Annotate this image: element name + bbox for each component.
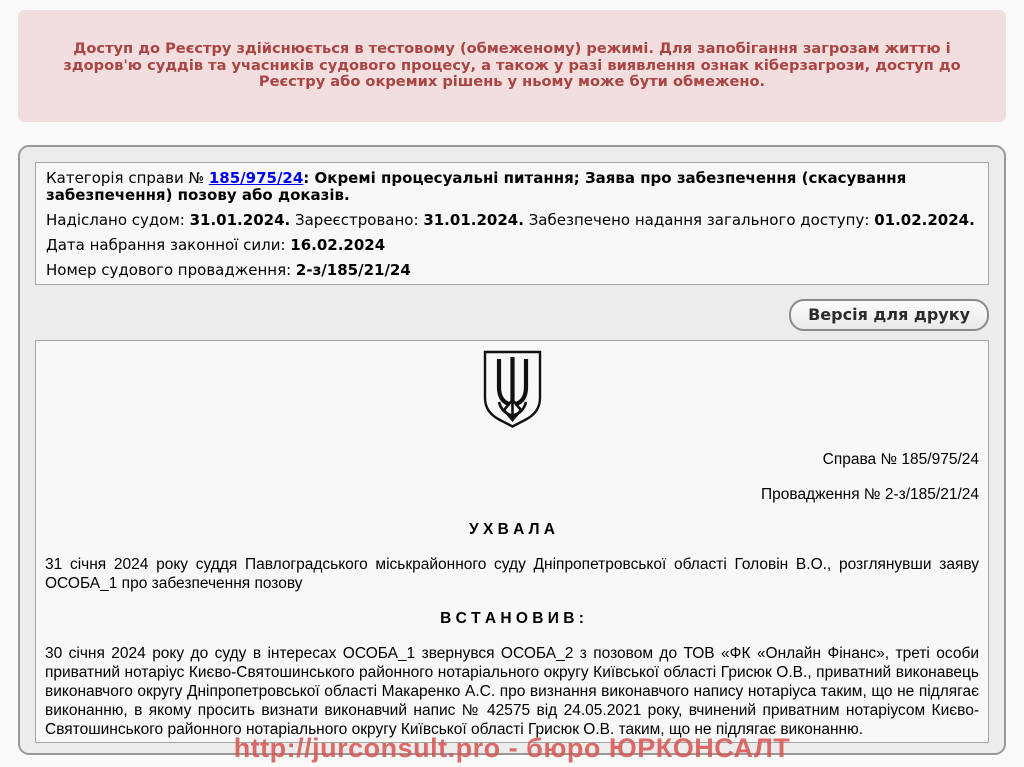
public-access-date: 01.02.2024.: [874, 211, 975, 229]
doc-heading-vstanovyv: В С Т А Н О В И В :: [440, 610, 584, 627]
toolbar: [789, 299, 989, 331]
case-info-box: [35, 162, 989, 285]
case-category-text: : Окремі процесуальні питання; Заява про забезпечення (скасування забезпечення) позову або доказів.: [46, 169, 907, 204]
doc-case-number: Справа № 185/975/24: [822, 451, 979, 468]
doc-paragraph-facts: 30 січня 2024 року до суду в інтересах ОСОБА_1 звернувся ОСОБА_2 з позовом до ТОВ «ФК «Онлайн Фінанс», треті особи приватний нотаріус Києво-Святошинського районного нотаріального округу Київської області Грисюк О.В., приватний виконавець виконавчого округу Дніпропетровської області Макаренко А.С. про визнання виконавчого напису нотаріуса таким, що не підлягає виконанню, в якому просить визнати виконавчий напис № 42575 від 24.05.2021 року, вчинений приватним нотаріусом Києво-Святошинського районного нотаріального округу Київської області Грисюк О.В. таким, що не підлягає виконанню.: [45, 645, 979, 738]
sent-by-court-date: 31.01.2024.: [189, 211, 291, 229]
print-version-button[interactable]: Версія для друку: [789, 299, 989, 331]
registry-warning-text: Доступ до Реєстру здійснюється в тестовому (обмеженому) режимі. Для запобігання загрозам життю і здоров'ю суддів та учасників судового процесу, а також у разі виявлення ознак кіберзагрози, доступ до Реєстру або окремих рішень у ньому може бути обмежено.: [63, 40, 961, 91]
registered-date: 31.01.2024.: [423, 211, 524, 229]
registered-label: Зареєстровано:: [294, 211, 424, 229]
case-category-line: [46, 170, 978, 204]
case-number-link[interactable]: 185/975/24: [208, 169, 304, 187]
jurconsult-url-watermark[interactable]: http://jurconsult.pro - бюро ЮРКОНСАЛТ: [233, 733, 791, 763]
legal-force-line: [46, 237, 978, 254]
proceeding-number-value: 2-з/185/21/24: [295, 261, 411, 279]
doc-proceeding-number: Провадження № 2-з/185/21/24: [761, 486, 979, 503]
emblem-row: [45, 350, 979, 434]
case-category-label: Категорія справи №: [46, 169, 209, 187]
case-dates-line: [46, 212, 978, 229]
ukraine-coat-of-arms-icon: [483, 416, 542, 433]
decision-text: [45, 350, 979, 739]
legal-force-label: Дата набрання законної сили:: [46, 236, 291, 254]
doc-title-uhvala: У Х В А Л А: [469, 521, 555, 538]
decision-card: [18, 145, 1006, 755]
public-access-label: Забезпечено надання загального доступу:: [528, 211, 875, 229]
registry-warning-banner: [18, 10, 1006, 122]
doc-paragraph-intro: 31 січня 2024 року суддя Павлоградського міськрайонного суду Дніпропетровської області Головін В.О., розглянувши заяву ОСОБА_1 про забезпечення позову: [45, 556, 979, 592]
proceeding-number-label: Номер судового провадження:: [46, 261, 296, 279]
legal-force-date: 16.02.2024: [290, 236, 386, 254]
proceeding-number-line: [46, 262, 978, 279]
decision-document-box: [35, 340, 989, 743]
sent-by-court-label: Надіслано судом:: [46, 211, 190, 229]
